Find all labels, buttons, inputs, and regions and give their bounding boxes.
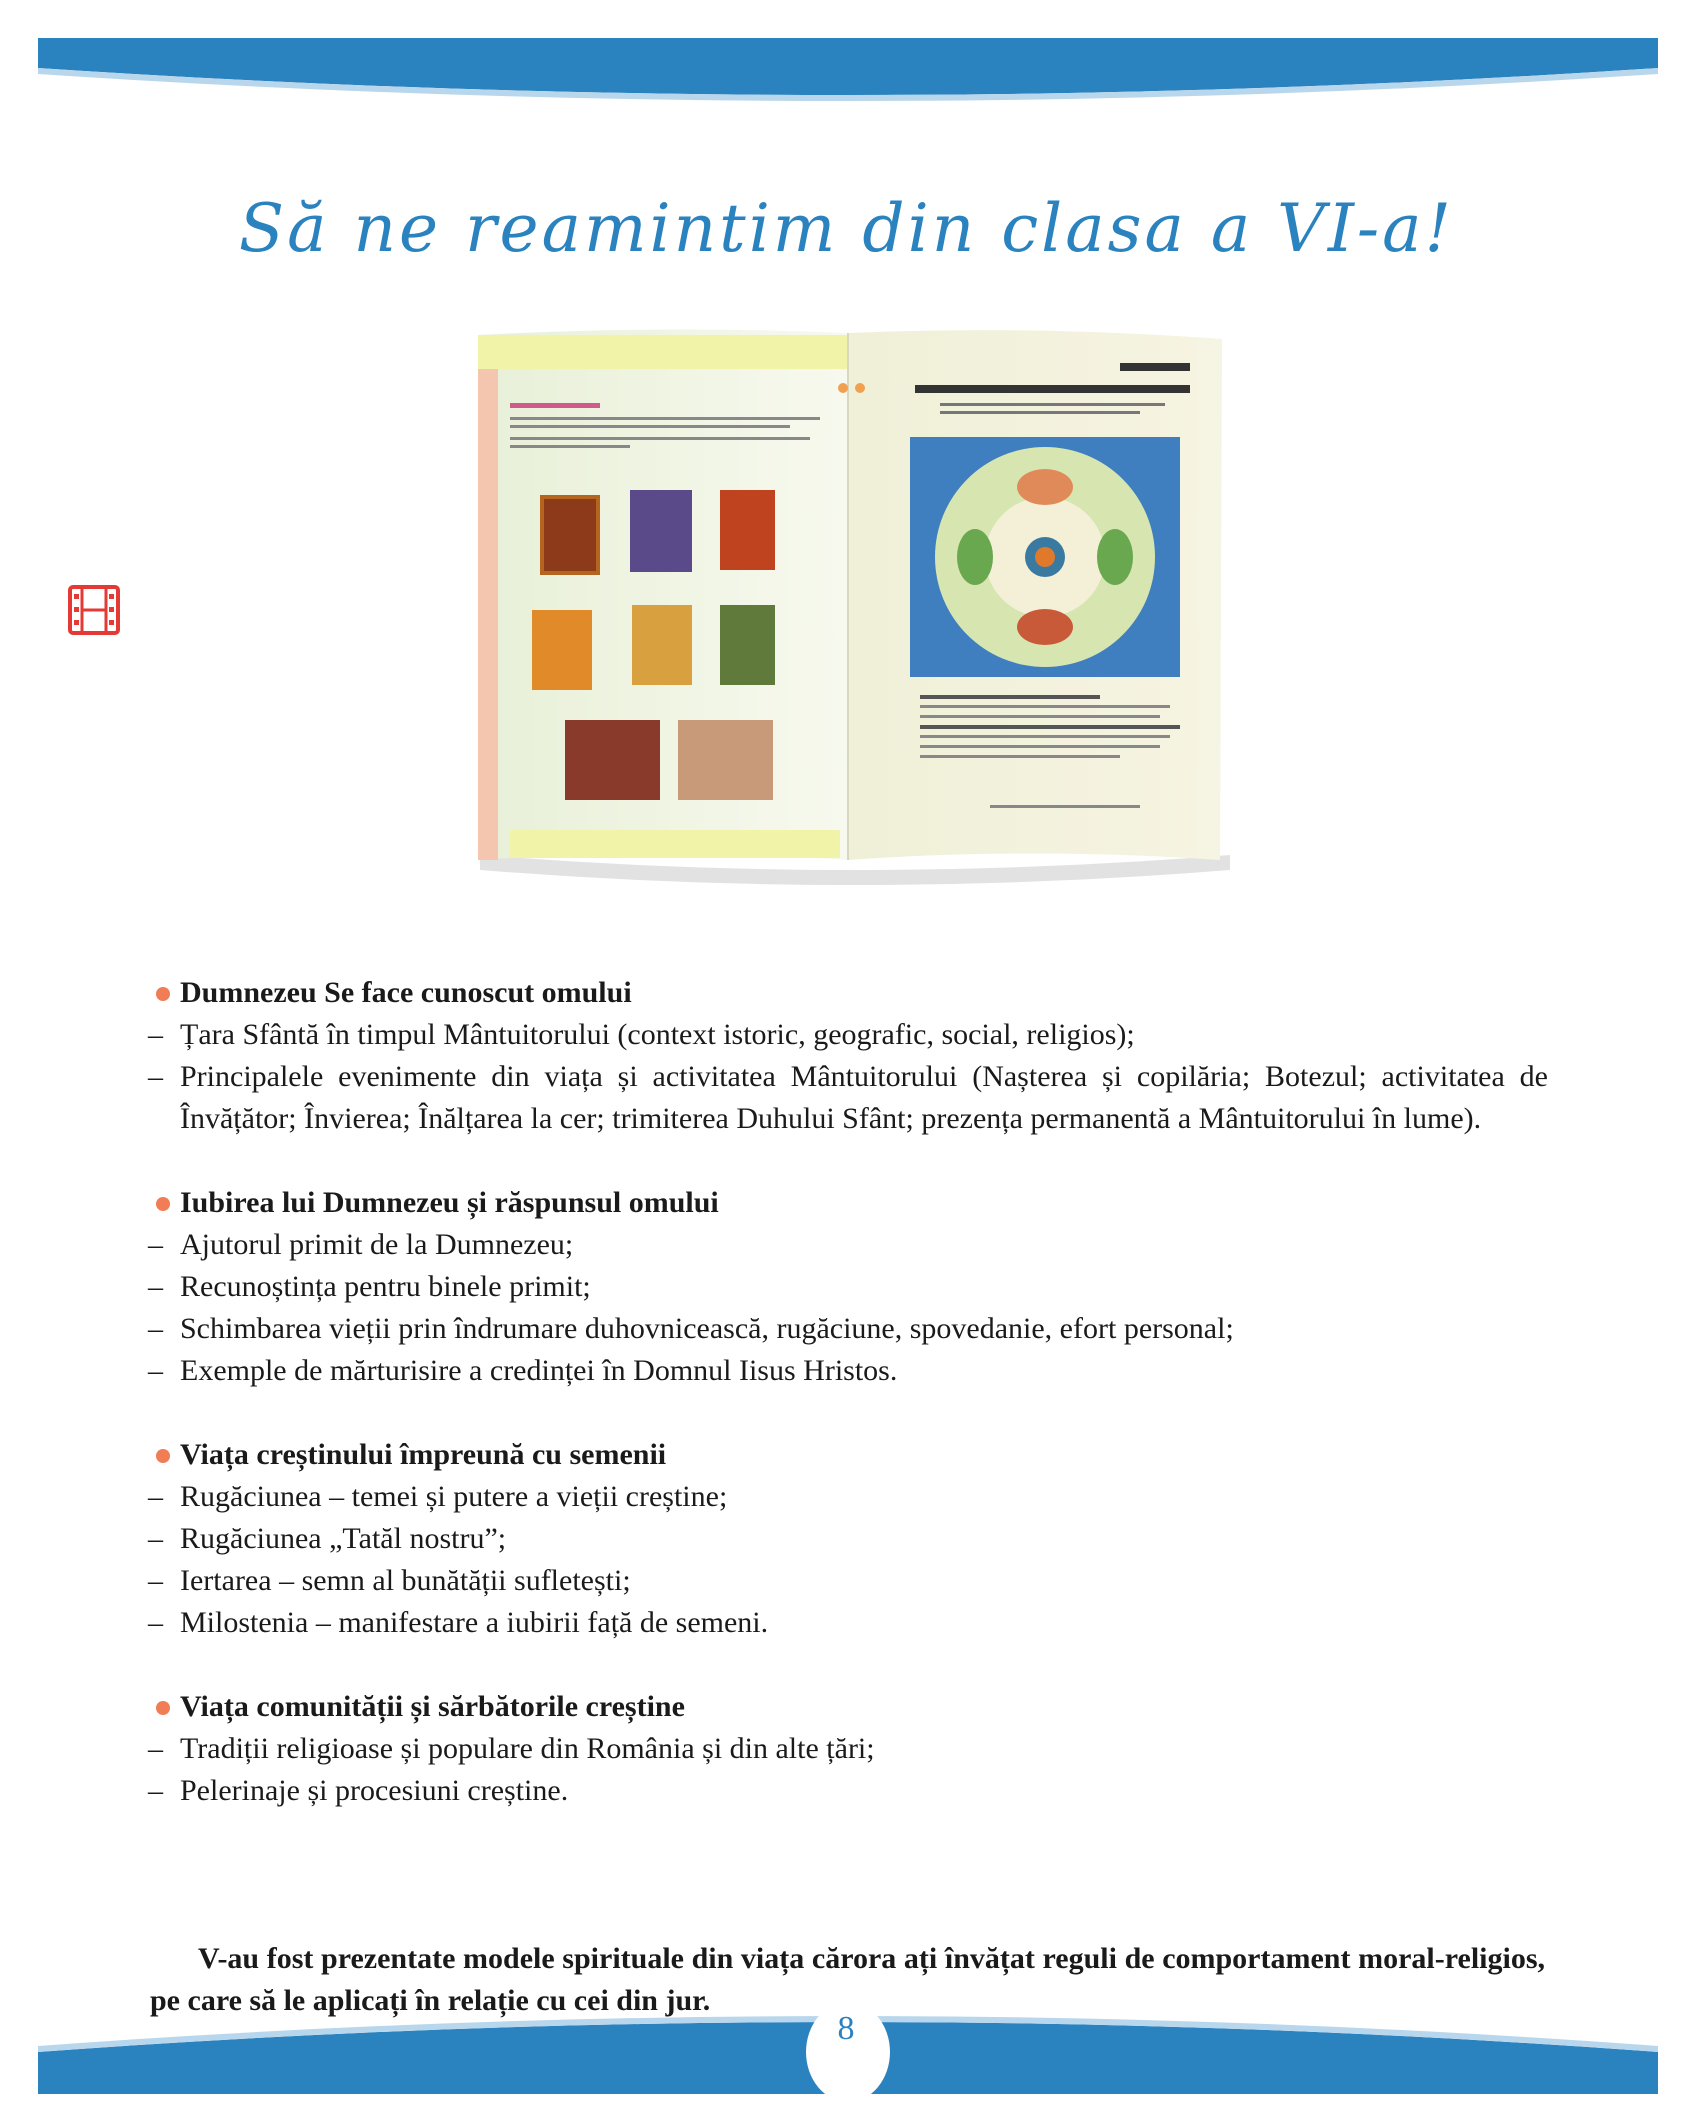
list-item: – Țara Sfântă în timpul Mântuitorului (context istoric, geografic, social, religios); bbox=[148, 1018, 1135, 1051]
bullet-icon bbox=[156, 1701, 170, 1715]
page-number: 8 bbox=[837, 2010, 855, 2047]
section-viata-comunitatii bbox=[148, 1686, 1548, 1812]
list-item: – Pelerinaje și procesiuni creștine. bbox=[148, 1774, 569, 1807]
list-item: – Rugăciunea – temei și putere a vieții creștine; bbox=[148, 1480, 728, 1513]
section-dumnezeu bbox=[148, 972, 1548, 1140]
list-item: – Ajutorul primit de la Dumnezeu; bbox=[148, 1228, 574, 1261]
list-item: – Tradiții religioase și populare din România și din alte țări; bbox=[148, 1732, 875, 1765]
bullet-icon bbox=[156, 987, 170, 1001]
bullet-icon bbox=[156, 1197, 170, 1211]
list-item: – Recunoștința pentru binele primit; bbox=[148, 1270, 591, 1303]
list-item: – Principalele evenimente din viața și activitatea Mântuitorului (Nașterea și copilăria; Botezul; activitatea de Învățător; Învierea; Înălțarea la cer; trimiterea Duhului Sfânt; prezența permanentă a Mântuitorului în lume). bbox=[148, 1060, 1548, 1135]
list-item: – Schimbarea vieții prin îndrumare duhovnicească, rugăciune, spovedanie, efort personal; bbox=[148, 1312, 1234, 1345]
list-item: – Exemple de mărturisire a credinței în Domnul Iisus Hristos. bbox=[148, 1354, 898, 1387]
section-viata-crestinului bbox=[148, 1434, 1548, 1644]
list-item: – Milostenia – manifestare a iubirii față de semeni. bbox=[148, 1606, 769, 1639]
top-header-band bbox=[38, 38, 1658, 122]
closing-paragraph: V-au fost prezentate modele spirituale din viața cărora ați învățat reguli de comportament moral-religios, pe care să le aplicați în relație cu cei din jur. bbox=[150, 1942, 1545, 2017]
page-title: Să ne reamintim din clasa a VI-a! bbox=[238, 190, 1455, 267]
film-icon[interactable] bbox=[68, 585, 120, 635]
section-title: Iubirea lui Dumnezeu și răspunsul omului bbox=[180, 1186, 719, 1219]
textbook-image bbox=[470, 325, 1240, 885]
section-title: Viața creștinului împreună cu semenii bbox=[180, 1438, 667, 1471]
section-title: Viața comunității și sărbătorile creștine bbox=[180, 1690, 685, 1723]
bullet-icon bbox=[156, 1449, 170, 1463]
list-item: – Rugăciunea „Tatăl nostru”; bbox=[148, 1522, 507, 1555]
content-list bbox=[148, 972, 1548, 1854]
section-iubirea bbox=[148, 1182, 1548, 1392]
list-item: – Iertarea – semn al bunătății sufletești; bbox=[148, 1564, 631, 1597]
section-title: Dumnezeu Se face cunoscut omului bbox=[180, 976, 632, 1009]
